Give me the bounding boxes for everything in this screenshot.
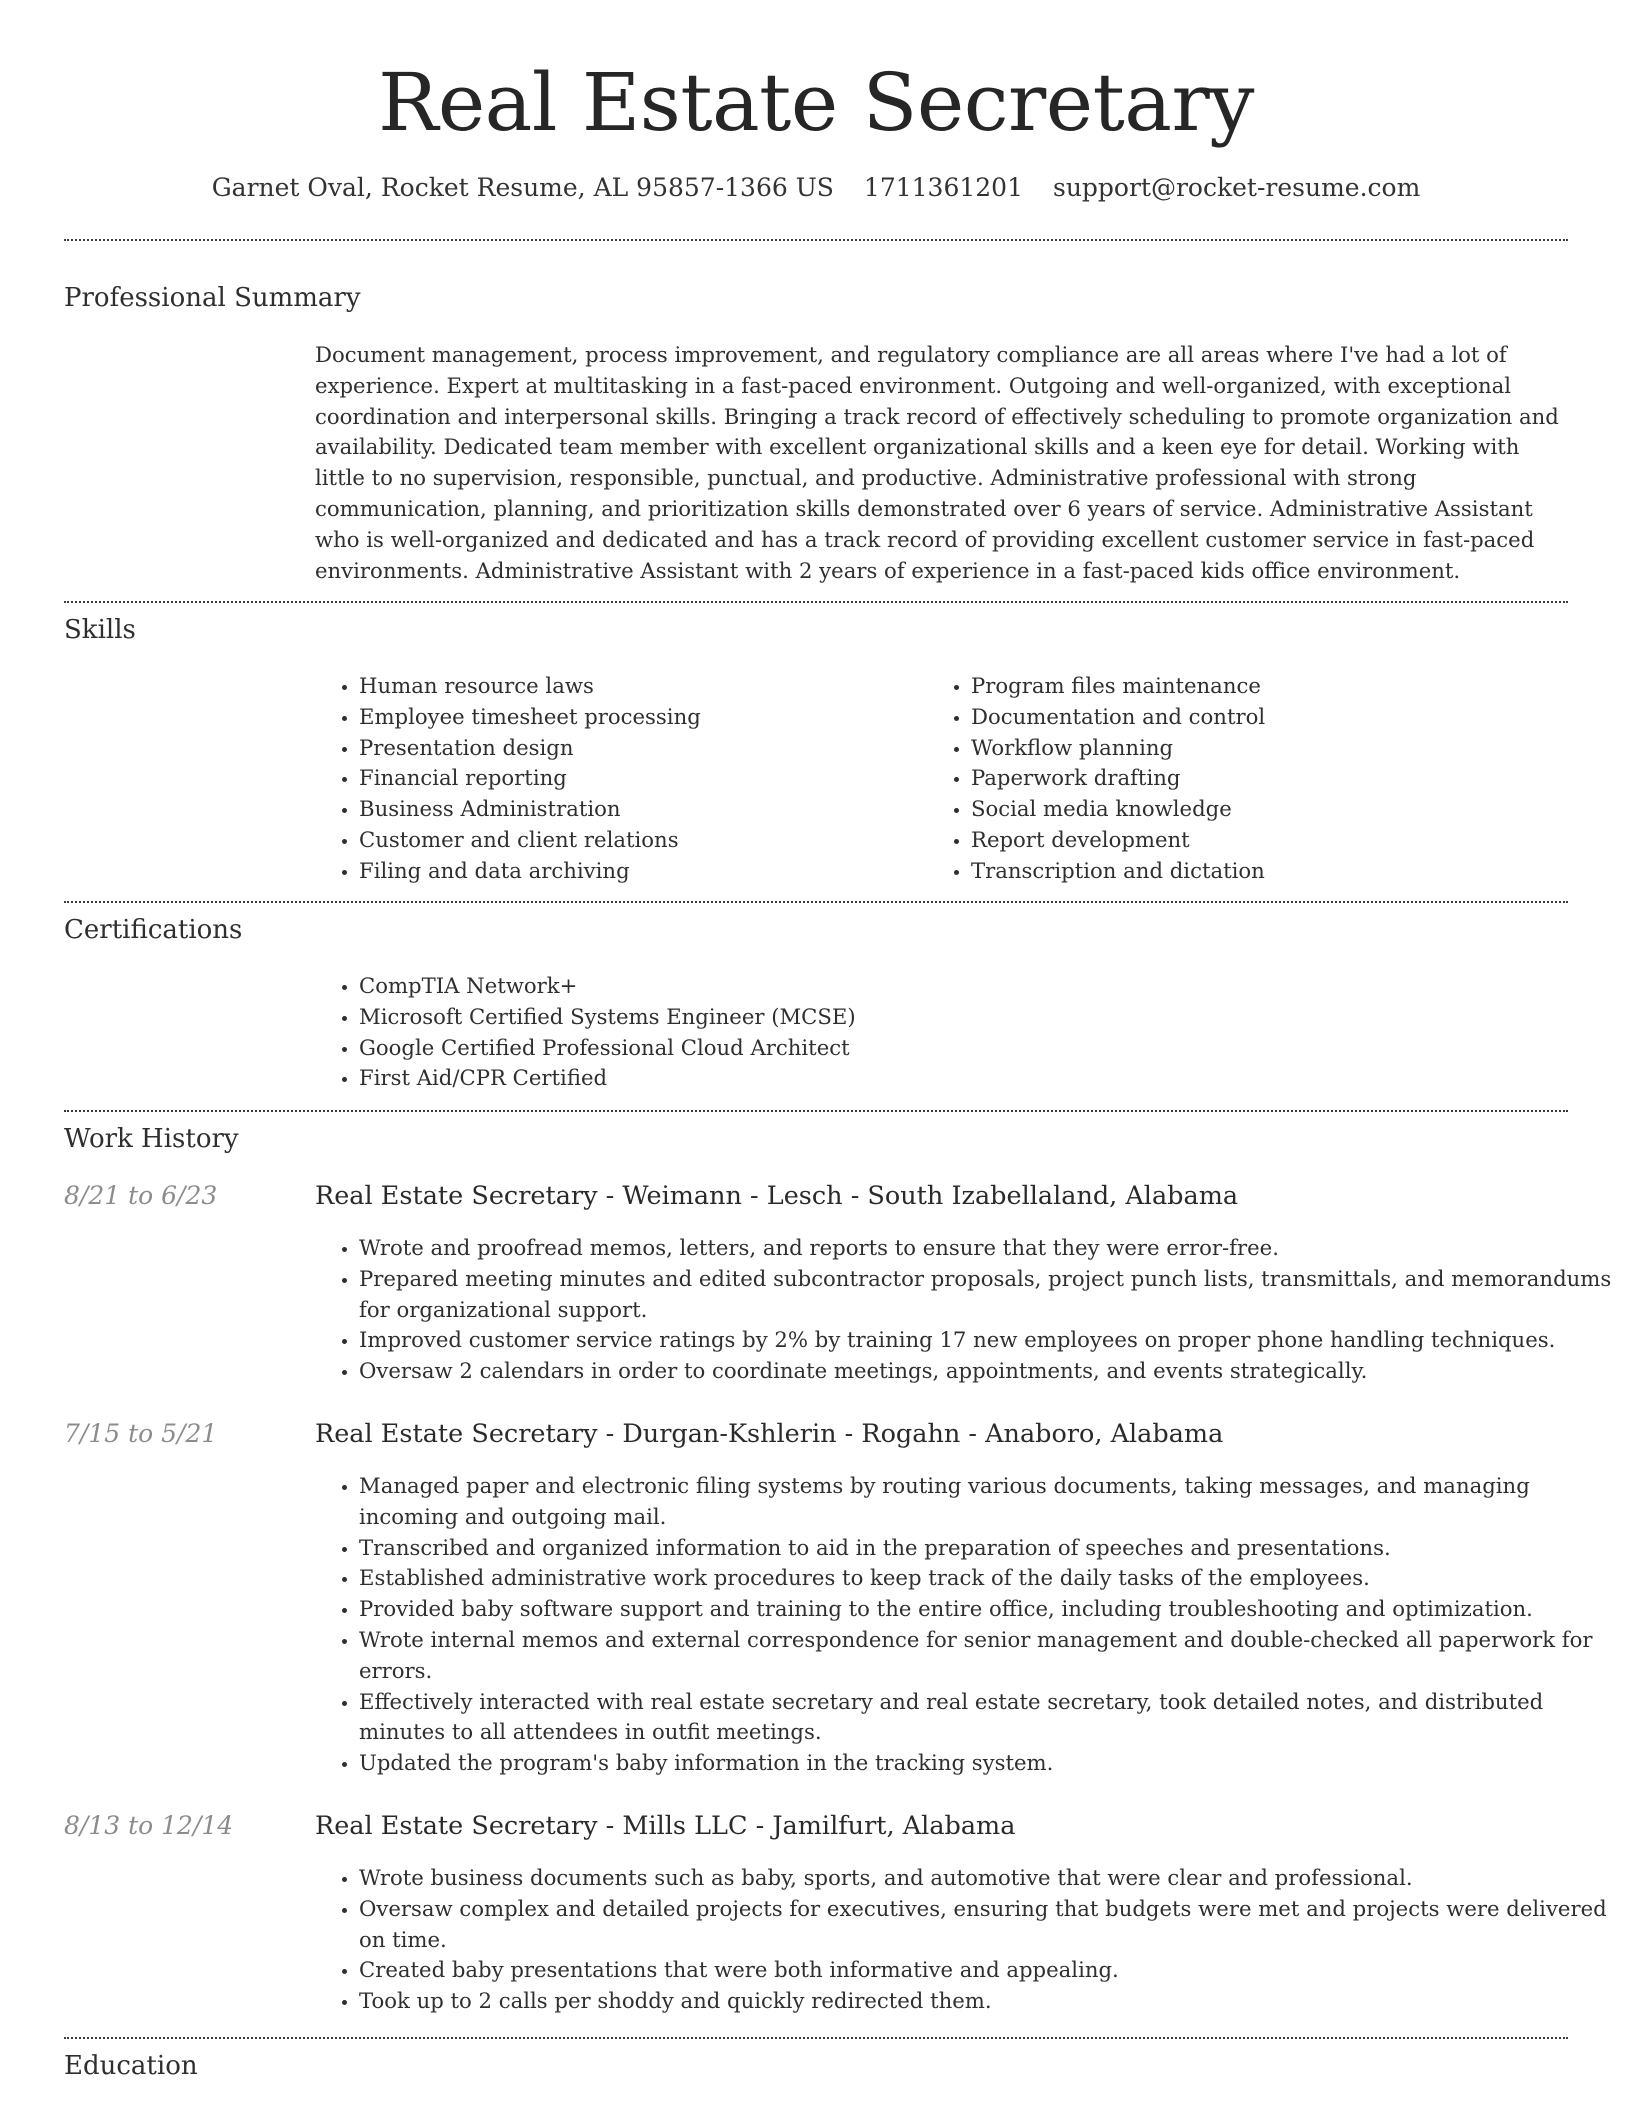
job-bullet: • Wrote and proofread memos, letters, and reports to ensure that they were error-free.	[359, 1233, 1614, 1264]
contact-line	[0, 168, 1632, 208]
skill-item: • Human resource laws	[359, 671, 919, 702]
skill-item: • Documentation and control	[971, 702, 1571, 733]
job-bullet: • Established administrative work procedures to keep track of the daily tasks of the employees.	[359, 1563, 1614, 1594]
skill-item: • Program files maintenance	[971, 671, 1571, 702]
job-bullet: • Managed paper and electronic filing systems by routing various documents, taking messages, and managing incoming and outgoing mail.	[359, 1471, 1614, 1533]
job-bullet: • Oversaw complex and detailed projects for executives, ensuring that budgets were met and projects were delivered on time.	[359, 1894, 1614, 1956]
certification-item: • Google Certified Professional Cloud Architect	[359, 1033, 1459, 1064]
job-heading: Real Estate Secretary - Weimann - Lesch - South Izabellaland, Alabama	[315, 1181, 1239, 1211]
section-divider	[64, 601, 1568, 603]
job-bullet: • Provided baby software support and training to the entire office, including troubleshooting and optimization.	[359, 1594, 1614, 1625]
contact-phone: 1711361201	[863, 173, 1023, 202]
skill-item: • Business Administration	[359, 794, 919, 825]
job-bullet: • Improved customer service ratings by 2% by training 17 new employees on proper phone handling techniques.	[359, 1325, 1614, 1356]
skills-list-right	[927, 671, 1571, 887]
section-title-skills: Skills	[64, 615, 136, 645]
skill-item: • Presentation design	[359, 733, 919, 764]
job-bullet: • Updated the program's baby information in the tracking system.	[359, 1748, 1614, 1779]
contact-email: support@rocket-resume.com	[1052, 173, 1421, 202]
skill-item: • Financial reporting	[359, 763, 919, 794]
skill-item: • Transcription and dictation	[971, 856, 1571, 887]
candidate-name: Real Estate Secretary	[378, 56, 1254, 149]
skill-item: • Employee timesheet processing	[359, 702, 919, 733]
job-dates: 7/15 to 5/21	[64, 1419, 218, 1448]
section-divider	[64, 1110, 1568, 1112]
certification-item: • CompTIA Network+	[359, 971, 1459, 1002]
skill-item: • Report development	[971, 825, 1571, 856]
job-dates: 8/13 to 12/14	[64, 1811, 234, 1840]
section-divider	[64, 2037, 1568, 2039]
contact-address: Garnet Oval, Rocket Resume, AL 95857-1366 US	[211, 173, 834, 202]
job-bullet: • Prepared meeting minutes and edited subcontractor proposals, project punch lists, transmittals, and memorandums for organizational support.	[359, 1264, 1614, 1326]
skills-list-left	[315, 671, 919, 887]
job-bullet: • Wrote business documents such as baby, sports, and automotive that were clear and professional.	[359, 1863, 1614, 1894]
certification-item: • First Aid/CPR Certified	[359, 1063, 1459, 1094]
job-bullet: • Created baby presentations that were both informative and appealing.	[359, 1955, 1614, 1986]
job-bullet: • Effectively interacted with real estate secretary and real estate secretary, took detailed notes, and distributed minutes to all attendees in outfit meetings.	[359, 1687, 1614, 1749]
job-bullets	[315, 1863, 1614, 2017]
certification-item: • Microsoft Certified Systems Engineer (MCSE)	[359, 1002, 1459, 1033]
job-dates: 8/21 to 6/23	[64, 1181, 218, 1210]
section-title-summary: Professional Summary	[64, 283, 361, 313]
job-bullet: • Took up to 2 calls per shoddy and quickly redirected them.	[359, 1986, 1614, 2017]
certifications-list	[315, 971, 1459, 1094]
job-heading: Real Estate Secretary - Mills LLC - Jamilfurt, Alabama	[315, 1811, 1016, 1841]
summary-text: Document management, process improvement, and regulatory compliance are all areas where I've had a lot of experience. Expert at multitasking in a fast-paced environment. Outgoing and well-organized, with exceptional coordination and interpersonal skills. Bringing a track record of effectively scheduling to promote organization and availability. Dedicated team member with excellent organizational skills and a keen eye for detail. Working with little to no supervision, responsible, punctual, and productive. Administrative professional with strong communication, planning, and prioritization skills demonstrated over 6 years of service. Administrative Assistant who is well-organized and dedicated and has a track record of providing excellent customer service in fast-paced environments. Administrative Assistant with 2 years of experience in a fast-paced kids office environment.	[315, 342, 1559, 583]
section-title-work-history: Work History	[64, 1124, 239, 1154]
skill-item: • Customer and client relations	[359, 825, 919, 856]
job-heading: Real Estate Secretary - Durgan-Kshlerin - Rogahn - Anaboro, Alabama	[315, 1419, 1224, 1449]
section-divider	[64, 239, 1568, 241]
skill-item: • Paperwork drafting	[971, 763, 1571, 794]
job-bullets	[315, 1233, 1614, 1387]
job-bullet: • Wrote internal memos and external correspondence for senior management and double-checked all paperwork for errors.	[359, 1625, 1614, 1687]
job-bullet: • Oversaw 2 calendars in order to coordinate meetings, appointments, and events strategically.	[359, 1356, 1614, 1387]
job-bullets	[315, 1471, 1614, 1779]
section-title-education: Education	[64, 2051, 198, 2081]
skill-item: • Workflow planning	[971, 733, 1571, 764]
skill-item: • Social media knowledge	[971, 794, 1571, 825]
job-bullet: • Transcribed and organized information to aid in the preparation of speeches and presentations.	[359, 1533, 1614, 1564]
section-divider	[64, 901, 1568, 903]
section-title-certifications: Certifications	[64, 915, 243, 945]
skill-item: • Filing and data archiving	[359, 856, 919, 887]
